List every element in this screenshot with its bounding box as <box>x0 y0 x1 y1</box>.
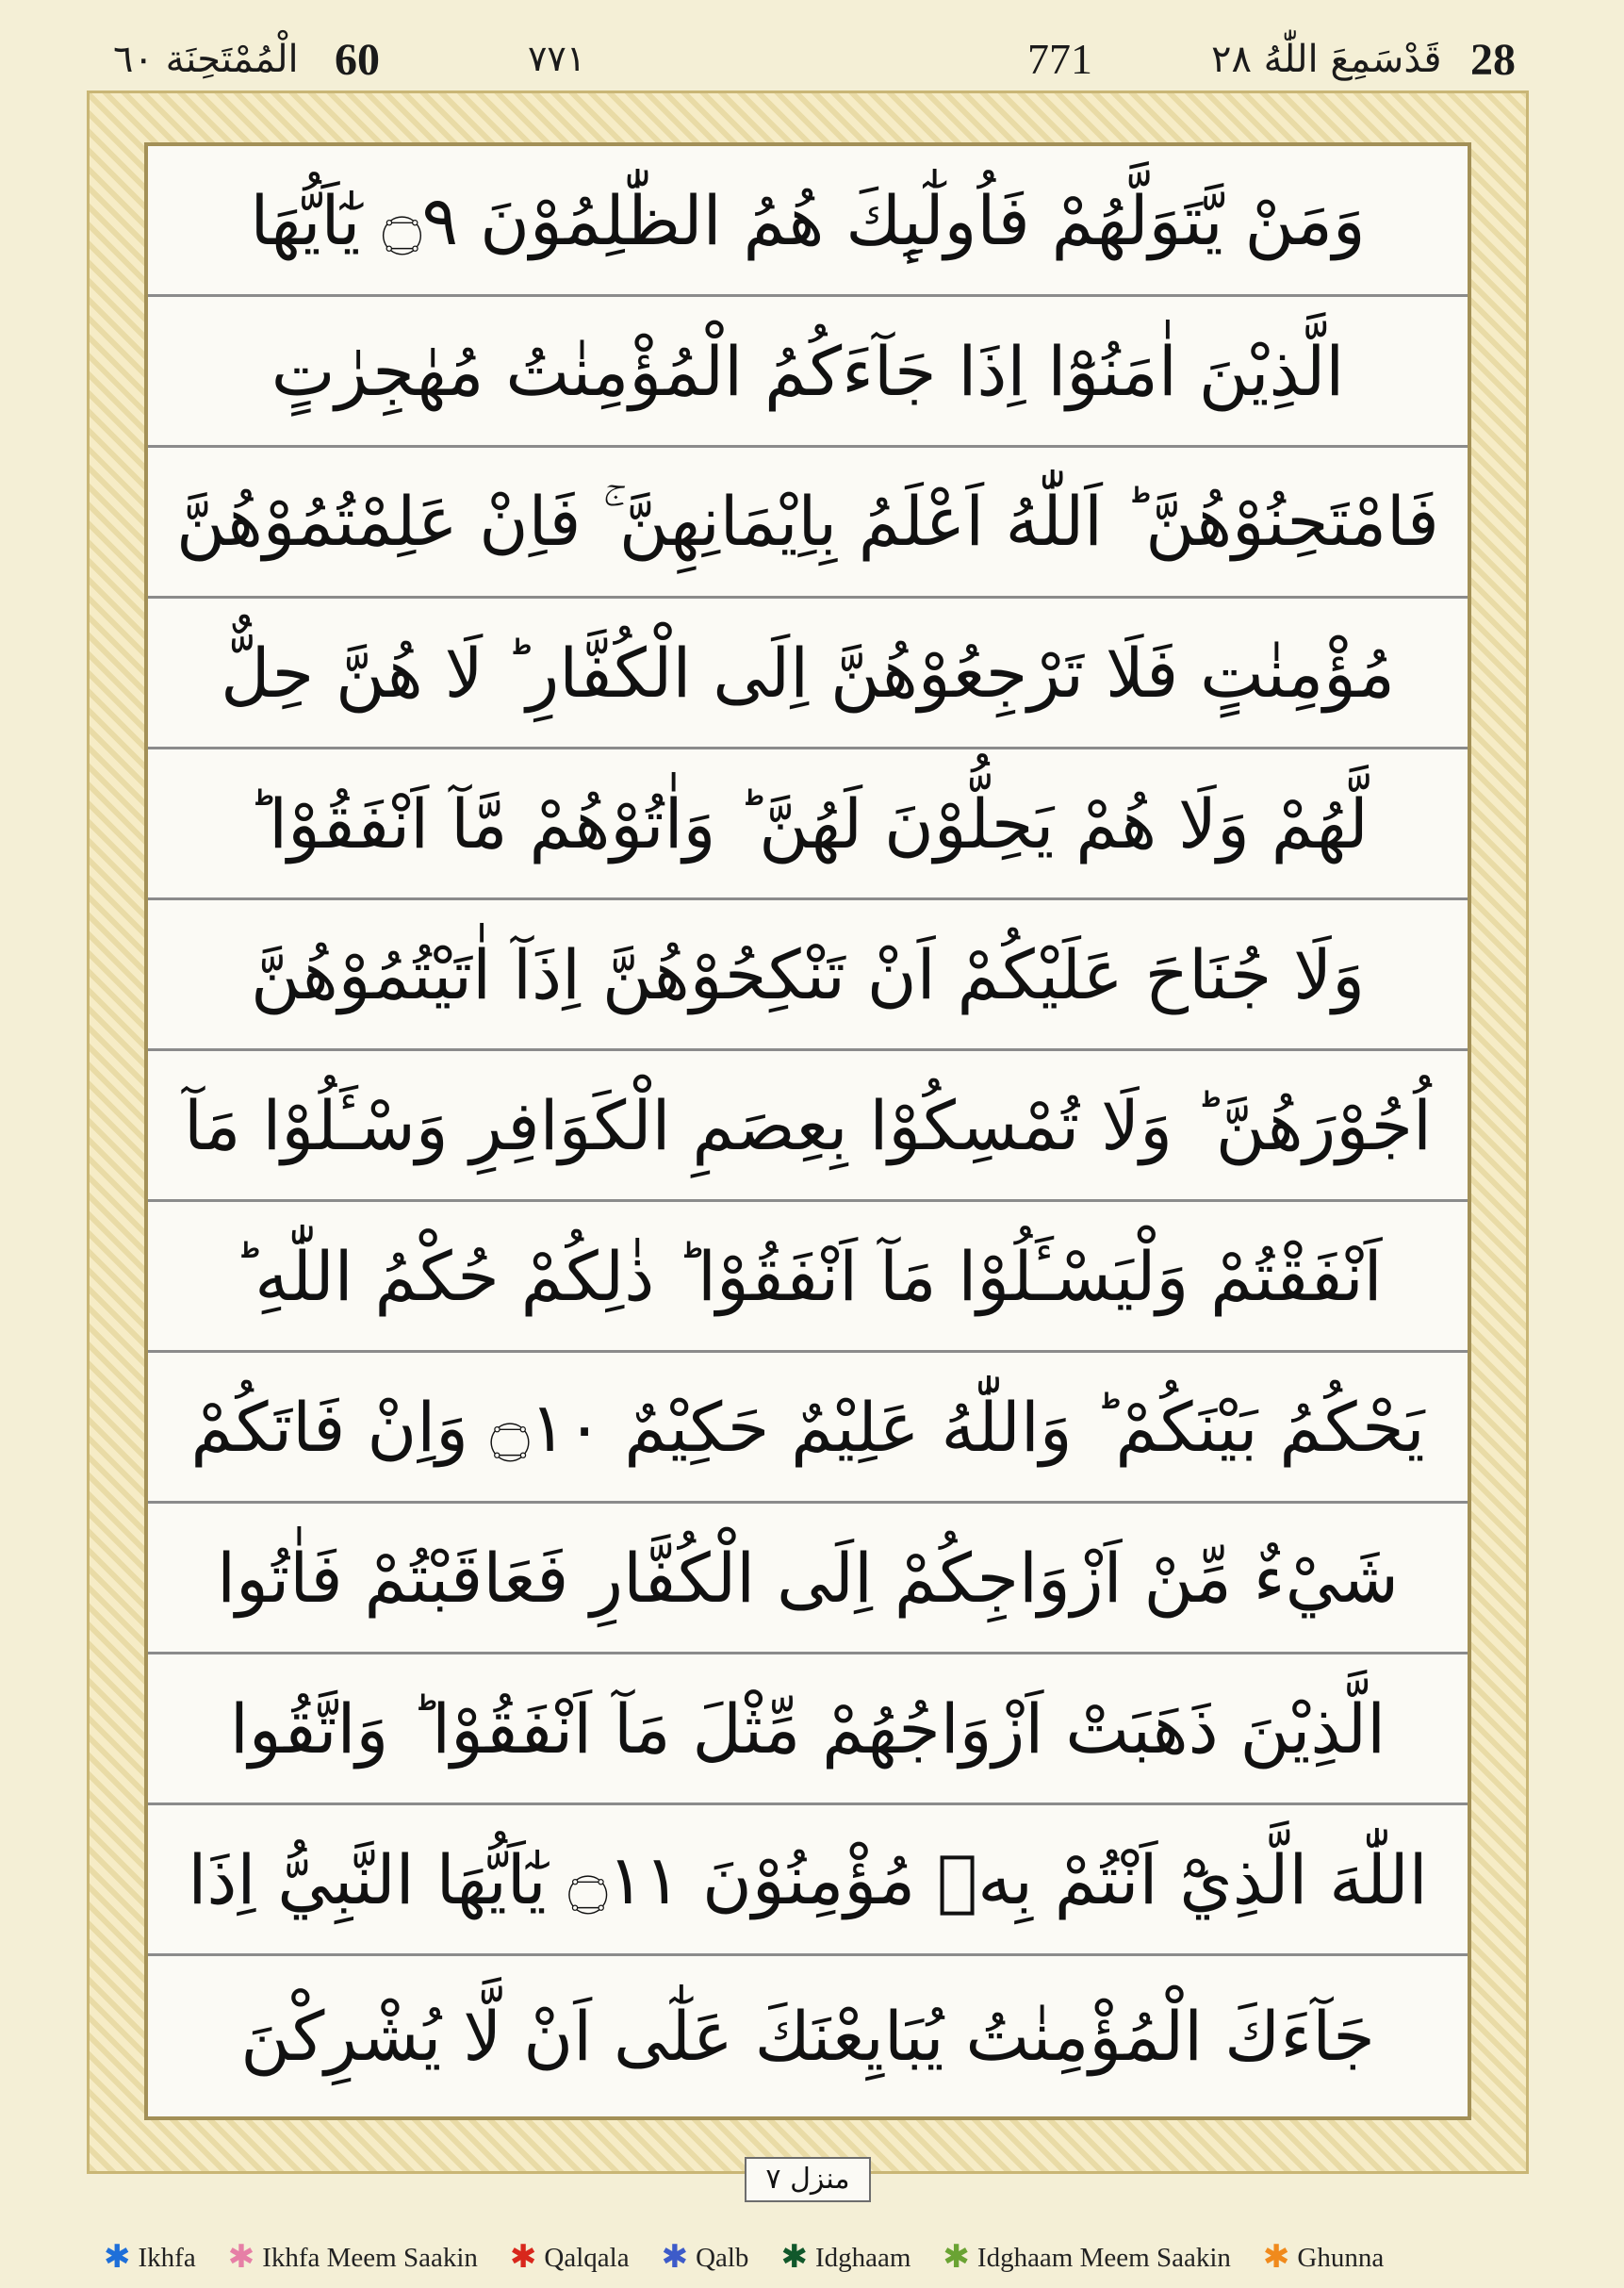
star-icon: ✱ <box>943 2240 970 2275</box>
manzil-marker: منزل ٧ <box>745 2157 871 2202</box>
legend-item-ikhfa <box>104 2242 196 2274</box>
quran-line <box>148 749 1468 900</box>
verse-line-text: يَحْكُمُ بَيْنَكُمْ ؕ وَاللّٰهُ عَلِيْمٌ حَكِيْمٌ ۝١٠ وَاِنْ فَاتَكُمْ <box>190 1387 1425 1467</box>
verse-line-text: اُجُوْرَهُنَّ ؕ وَلَا تُمْسِكُوْا بِعِصَمِ الْكَوَافِرِ وَسْـَٔلُوْا مَآ <box>183 1085 1433 1165</box>
star-icon: ✱ <box>1262 2240 1290 2275</box>
quran-line <box>148 900 1468 1051</box>
quran-line <box>148 146 1468 297</box>
legend-item-ikhfa-meem-saakin <box>228 2242 478 2274</box>
legend-label: Idghaam Meem Saakin <box>976 2242 1231 2273</box>
quran-line <box>148 1504 1468 1654</box>
quran-line <box>148 448 1468 599</box>
verse-line-text: وَمَنْ يَّتَوَلَّهُمْ فَاُولٰٓىِٕكَ هُمُ الظّٰلِمُوْنَ ۝٩ يٰٓاَيُّهَا <box>250 180 1366 260</box>
quran-line <box>148 1353 1468 1504</box>
verse-line-text: الَّذِيْنَ ذَهَبَتْ اَزْوَاجُهُمْ مِّثْلَ مَآ اَنْفَقُوْا ؕ وَاتَّقُوا <box>229 1688 1386 1769</box>
verse-line-text: اللّٰهَ الَّذِيْٓ اَنْتُمْ بِهٖ مُؤْمِنُوْنَ ۝١١ يٰٓاَيُّهَا النَّبِيُّ اِذَا <box>188 1839 1428 1919</box>
verse-line-text: فَامْتَحِنُوْهُنَّ ؕ اَللّٰهُ اَعْلَمُ بِاِيْمَانِهِنَّ ۚ فَاِنْ عَلِمْتُمُوْهُنَّ <box>176 481 1439 561</box>
page-number: 771 <box>1027 35 1092 83</box>
legend-label: Ghunna <box>1297 2242 1385 2273</box>
surah-number: 60 <box>335 35 380 85</box>
legend-item-qalqala <box>510 2242 630 2274</box>
tajweed-legend <box>104 2234 1612 2281</box>
legend-item-ghunna <box>1263 2242 1384 2274</box>
verse-line-text: وَلَا جُنَاحَ عَلَيْكُمْ اَنْ تَنْكِحُوْهُنَّ اِذَآ اٰتَيْتُمُوْهُنَّ <box>250 934 1366 1014</box>
juz-number: 28 <box>1470 35 1516 85</box>
legend-item-idghaam <box>780 2242 910 2274</box>
legend-label: Idghaam <box>814 2242 911 2273</box>
quran-line <box>148 1956 1468 2116</box>
surah-name-arabic: الْمُمْتَحِنَة ٦٠ <box>113 38 299 81</box>
verse-line-text: اَنْفَقْتُمْ وَلْيَسْـَٔلُوْا مَآ اَنْفَقُوْا ؕ ذٰلِكُمْ حُكْمُ اللّٰهِ ؕ <box>233 1236 1383 1316</box>
juz-name-arabic: قَدْسَمِعَ اللّٰهُ ٢٨ <box>1211 38 1442 81</box>
quran-line <box>148 1202 1468 1353</box>
verse-line-text: شَيْءٌ مِّنْ اَزْوَاجِكُمْ اِلَى الْكُفَّارِ فَعَاقَبْتُمْ فَاٰتُوا <box>217 1538 1399 1618</box>
star-icon: ✱ <box>780 2240 808 2275</box>
page-number-arabic: ٧٧١ <box>528 38 586 79</box>
ornamental-border <box>87 91 1529 2174</box>
text-panel <box>144 142 1471 2120</box>
verse-line-text: لَّهُمْ وَلَا هُمْ يَحِلُّوْنَ لَهُنَّ ؕ وَاٰتُوْهُمْ مَّآ اَنْفَقُوْا ؕ <box>247 783 1369 864</box>
legend-label: Ikhfa Meem Saakin <box>262 2242 478 2273</box>
star-icon: ✱ <box>509 2240 537 2275</box>
quran-line <box>148 1051 1468 1202</box>
quran-line <box>148 599 1468 749</box>
star-icon: ✱ <box>227 2240 255 2275</box>
quran-line <box>148 1654 1468 1805</box>
quran-line <box>148 297 1468 448</box>
verse-line-text: مُؤْمِنٰتٍ فَلَا تَرْجِعُوْهُنَّ اِلَى الْكُفَّارِ ؕ لَا هُنَّ حِلٌّ <box>221 633 1395 713</box>
star-icon: ✱ <box>104 2240 131 2275</box>
star-icon: ✱ <box>661 2240 689 2275</box>
legend-label: Qalb <box>696 2242 749 2273</box>
quran-line <box>148 1805 1468 1956</box>
legend-label: Ikhfa <box>138 2242 196 2273</box>
legend-item-idghaam-meem-saakin <box>943 2242 1230 2274</box>
legend-label: Qalqala <box>544 2242 630 2273</box>
verse-line-text: الَّذِيْنَ اٰمَنُوْٓا اِذَا جَآءَكُمُ الْمُؤْمِنٰتُ مُهٰجِرٰتٍ <box>271 331 1345 411</box>
legend-item-qalb <box>662 2242 749 2274</box>
verse-line-text: جَآءَكَ الْمُؤْمِنٰتُ يُبَايِعْنَكَ عَلٰٓى اَنْ لَّا يُشْرِكْنَ <box>240 1997 1375 2076</box>
